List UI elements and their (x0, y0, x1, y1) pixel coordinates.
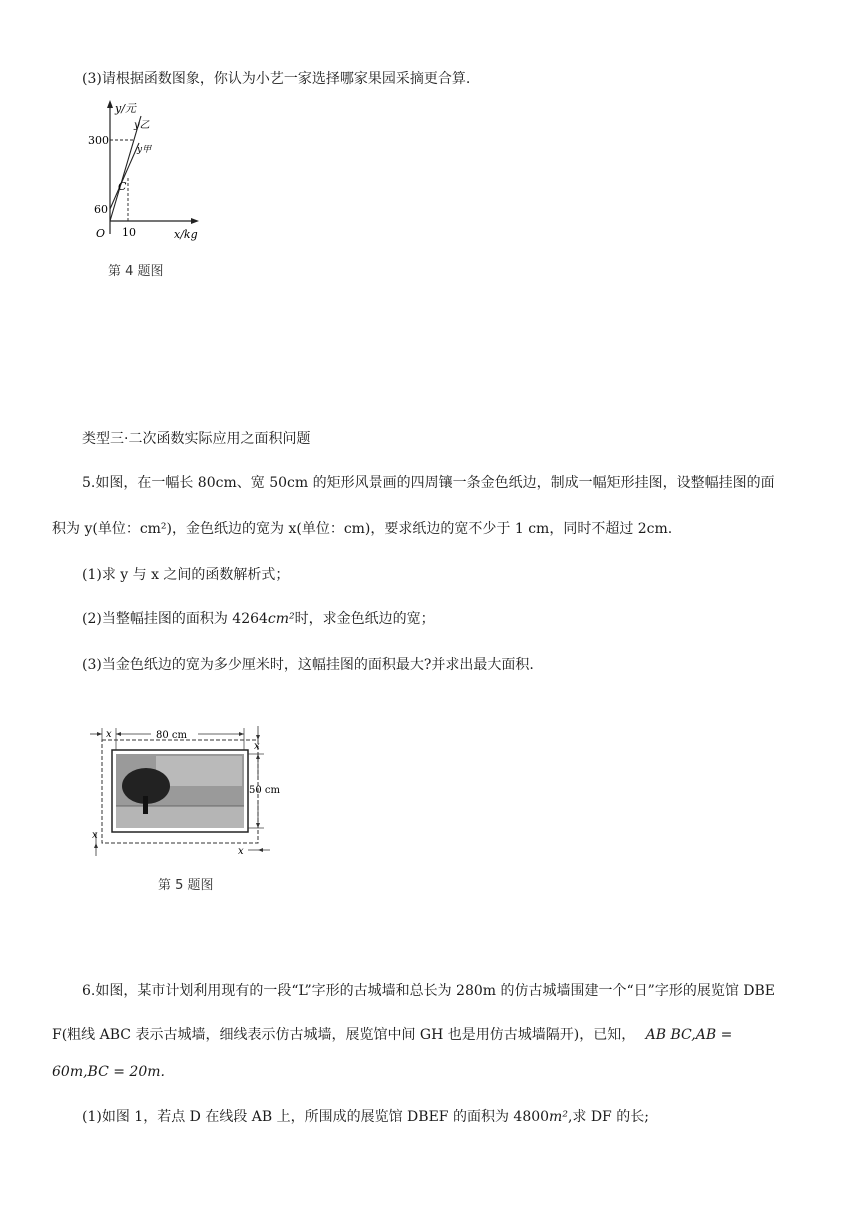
ytick-300: 300 (88, 134, 109, 147)
x-top-right-head (256, 735, 260, 740)
q6-part1-text-a: (1)如图 1，若点 D 在线段 AB 上，所围成的展览馆 DBEF 的面积为 4800 (82, 1109, 550, 1125)
line-jia (110, 143, 139, 209)
x-top-left-head (97, 732, 102, 736)
q5-part2-text-a: (2)当整幅挂图的面积为 4264 (82, 611, 268, 627)
point-c-label: C (118, 180, 127, 193)
q5-part2 (82, 608, 435, 628)
y-axis-label: y/元 (115, 102, 136, 115)
ytick-60: 60 (94, 203, 108, 216)
type3-heading: 类型三·二次函数实际应用之面积问题 (82, 431, 311, 447)
q5-line1: 5.如图，在一幅长 80cm、宽 50cm 的矩形风景画的四周镶一条金色纸边，制成一幅矩形挂图，设整幅挂图的面 (82, 475, 775, 491)
q5-part2-unit: cm² (267, 611, 295, 627)
q6-line2-text: F(粗线 ABC 表示古城墙，细线表示仿古城墙，展览馆中间 GH 也是用仿古城墙隔开)，已知， (52, 1027, 636, 1043)
q5-part1: (1)求 y 与 x 之间的函数解析式； (82, 567, 290, 583)
tree-trunk (143, 796, 148, 814)
q4-function-graph (80, 98, 210, 243)
y-axis-arrow (107, 100, 113, 108)
dim-50-arrow-top (256, 754, 260, 759)
x-bottom-left-head (94, 843, 98, 848)
x-bottom-right-head (258, 848, 263, 852)
q6-line2-math: AB BC,AB = (645, 1027, 733, 1043)
dim-50-arrow-bottom (256, 823, 260, 828)
x-axis-arrow (191, 218, 199, 224)
q6-part1-text-b: ,求 DF 的长; (567, 1109, 649, 1125)
origin-label: O (96, 227, 106, 240)
x-axis-label: x/kg (174, 228, 198, 241)
q5-frame-figure (86, 722, 286, 862)
x-label-bottom-right: x (238, 846, 244, 857)
xtick-10: 10 (122, 226, 136, 239)
x-label-top-right: x (254, 741, 260, 752)
q5-part2-text-b: 时，求金色纸边的宽； (294, 611, 435, 627)
q5-line2: 积为 y(单位：cm²)，金色纸边的宽为 x(单位：cm)，要求纸边的宽不少于 1 cm，同时不超过 2cm. (52, 521, 673, 537)
q5-part3: (3)当金色纸边的宽为多少厘米时，这幅挂图的面积最大?并求出最大面积. (82, 657, 534, 673)
x-label-bottom-left: x (92, 830, 98, 841)
dim-50-label: 50 cm (249, 785, 280, 796)
q6-line1: 6.如图，某市计划利用现有的一段“L”字形的古城墙和总长为 280m 的仿古城墙围建一个“日”字形的展览馆 DBE (82, 983, 776, 999)
q6-line3-math: 60m,BC = 20m. (52, 1064, 165, 1080)
series-yi-label: y乙 (134, 120, 150, 131)
line-yi (110, 116, 141, 221)
q6-part1-unit: m² (549, 1109, 568, 1125)
q6-line3 (52, 1064, 165, 1080)
q6-line2 (52, 1024, 732, 1044)
dim-80-label: 80 cm (156, 730, 187, 741)
x-label-top-left: x (106, 729, 112, 740)
dim-80-arrow-right (239, 732, 244, 736)
q4-figure-caption: 第 4 题图 (108, 264, 164, 279)
q4-part3-text: (3)请根据函数图象，你认为小艺一家选择哪家果园采摘更合算. (82, 71, 471, 87)
q5-figure-caption: 第 5 题图 (158, 878, 214, 893)
dim-80-arrow-left (116, 732, 121, 736)
q6-part1 (82, 1106, 649, 1126)
painting-ground (116, 806, 244, 828)
series-jia-label: y甲 (137, 145, 152, 155)
